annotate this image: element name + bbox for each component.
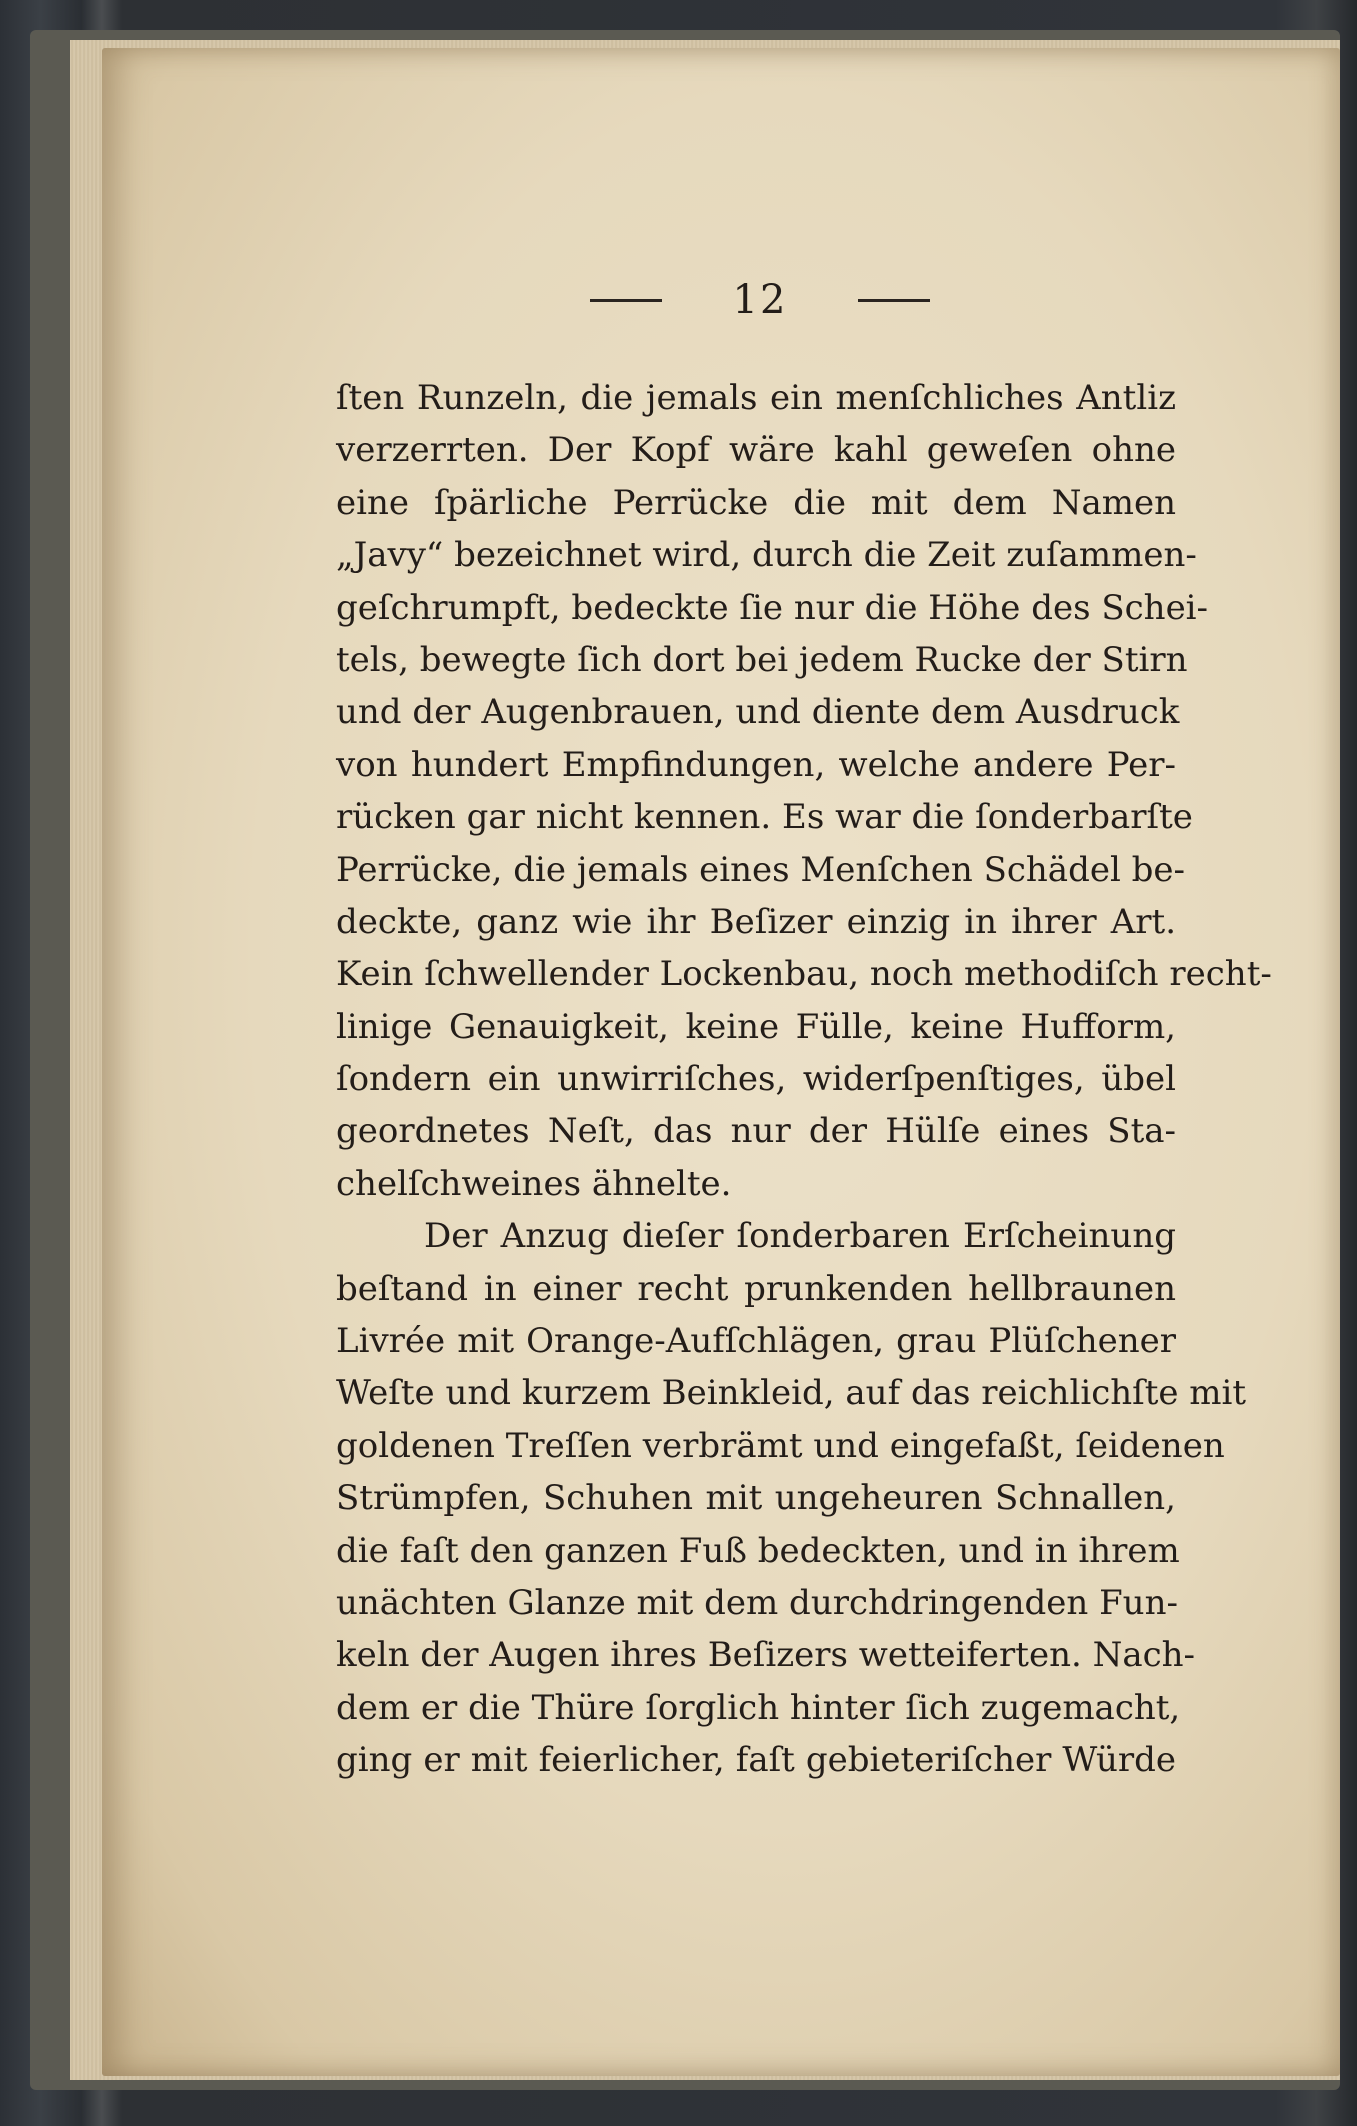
text-line: Kein ſchwellender Lockenbau, noch methodiſch recht- [336, 954, 1272, 995]
text-line: Strümpfen, Schuhen mit ungeheuren Schnallen, [336, 1478, 1176, 1519]
text-line: rücken gar nicht kennen. Es war die ſonderbarſte [336, 797, 1193, 838]
body-text [336, 372, 1272, 1787]
text-line: goldenen Treſſen verbrämt und eingefaßt, ſeidenen [336, 1425, 1225, 1466]
text-line: und der Augenbrauen, und diente dem Ausdruck [336, 692, 1180, 733]
header-dash-left [590, 299, 662, 302]
text-line: Weſte und kurzem Beinkleid, auf das reichlichſte mit [336, 1373, 1247, 1414]
paragraph-start-line: Der Anzug dieſer ſonderbaren Erſcheinung [424, 1216, 1176, 1257]
header-dash-right [858, 299, 930, 302]
text-line: ſondern ein unwirriſches, widerſpenſtiges, übel [336, 1059, 1176, 1100]
text-line: beſtand in einer recht prunkenden hellbraunen [336, 1268, 1176, 1309]
text-line: eine ſpärliche Perrücke die mit dem Namen [336, 482, 1176, 523]
text-line: linige Genauigkeit, keine Fülle, keine Hufform, [336, 1006, 1176, 1047]
text-line: tels, bewegte ſich dort bei jedem Rucke der Stirn [336, 639, 1188, 680]
text-line: deckte, ganz wie ihr Beſizer einzig in ihrer Art. [336, 901, 1176, 942]
text-line: ſten Runzeln, die jemals ein menſchliches Antliz [336, 378, 1176, 418]
text-line: geſchrumpft, bedeckte ſie nur die Höhe des Schei- [336, 587, 1209, 628]
text-line: dem er die Thüre ſorglich hinter ſich zugemacht, [336, 1687, 1181, 1728]
page-header [590, 270, 930, 330]
text-line: keln der Augen ihres Beſizers wetteiferten. Nach- [336, 1635, 1196, 1676]
text-line: ging er mit feierlicher, faſt gebieteriſcher Würde [336, 1740, 1176, 1781]
text-line: die faſt den ganzen Fuß bedeckten, und in ihrem [336, 1530, 1180, 1571]
paragraph-end-line: chelſchweines ähnelte. [336, 1163, 732, 1204]
text-line: Livrée mit Orange-Aufſchlägen, grau Plüſchener [336, 1321, 1176, 1362]
text-line: verzerrten. Der Kopf wäre kahl geweſen ohne [336, 430, 1176, 471]
text-line: von hundert Empfindungen, welche andere Per- [336, 744, 1176, 785]
page-number: 12 [732, 277, 788, 323]
text-line: unächten Glanze mit dem durchdringenden Fun- [336, 1582, 1178, 1623]
text-line: geordnetes Neſt, das nur der Hülſe eines Sta- [336, 1111, 1176, 1152]
text-line: Perrücke, die jemals eines Menſchen Schädel be- [336, 849, 1186, 890]
text-line: „Javy“ bezeichnet wird, durch die Zeit zuſammen- [336, 535, 1197, 576]
